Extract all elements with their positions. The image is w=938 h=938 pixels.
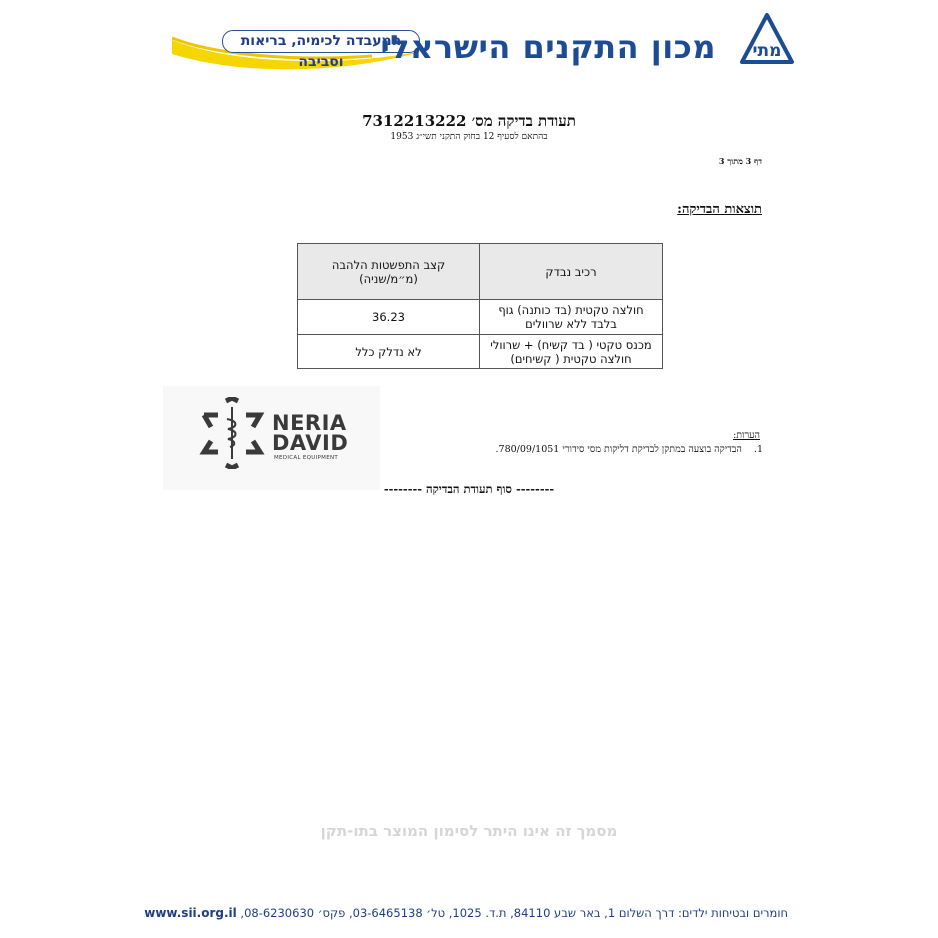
lab-name-badge: המעבדה לכימיה, בריאות וסביבה <box>222 30 420 53</box>
results-table <box>297 243 663 369</box>
notes-label: הערות: <box>733 430 760 441</box>
certificate-subtitle: בהתאם לסעיף 12 בחוק התקני תשי״ג 1953 <box>390 132 548 142</box>
footer-address: חומרים ובטיחות ילדים: דרך השלום 1, באר שבע 84110, ת.ד. 1025, טל׳ 03-6465138, פקס׳ 08-6230630, <box>240 906 788 920</box>
column-header-component: רכיב נבדק <box>480 244 663 300</box>
note-item <box>496 444 764 455</box>
page-number: דף 3 מתוך 3 <box>718 156 762 166</box>
component-cell: חולצה טקטית (בד כותנה) גוף בלבד ללא שרוולים <box>480 300 663 335</box>
star-of-david-icon <box>198 397 266 469</box>
institute-name: מכון התקנים הישראלי <box>380 28 716 66</box>
table-row <box>298 335 663 369</box>
component-cell: מכנס טקטי ( בד קשיח) + שרוולי חולצה טקטית ( קשיחים) <box>480 335 663 369</box>
footer-website-link[interactable]: www.sii.org.il <box>144 906 237 920</box>
logo-text: מתי <box>752 41 782 61</box>
results-heading: תוצאות הבדיקה: <box>677 202 762 217</box>
stamp-tagline: MEDICAL EQUIPMENT <box>274 455 339 461</box>
value-cell: 36.23 <box>298 300 480 335</box>
footer-contact <box>144 906 788 920</box>
stamp-name-line1: NERIA <box>272 411 347 435</box>
end-of-certificate: -------- סוף תעודת הבדיקה -------- <box>383 482 555 496</box>
value-cell: לא נדלק כלל <box>298 335 480 369</box>
column-header-flame-rate: קצב התפשטות הלהבה (מ״מ/שניה) <box>298 244 480 300</box>
certificate-title: תעודת בדיקה מס׳ 7312213222 <box>362 112 576 130</box>
note-text: הבדיקה בוצעה במתקן לבדיקת דליקות מסי סידורי 780/09/1051. <box>495 444 742 455</box>
stamp-name-line2: DAVID <box>272 431 349 455</box>
sii-logo-icon <box>738 12 796 68</box>
note-number: 1. <box>753 444 763 455</box>
table-row <box>298 300 663 335</box>
watermark-text: מסמך זה אינו היתר לסימון המוצר בתו-תקן <box>320 822 618 840</box>
